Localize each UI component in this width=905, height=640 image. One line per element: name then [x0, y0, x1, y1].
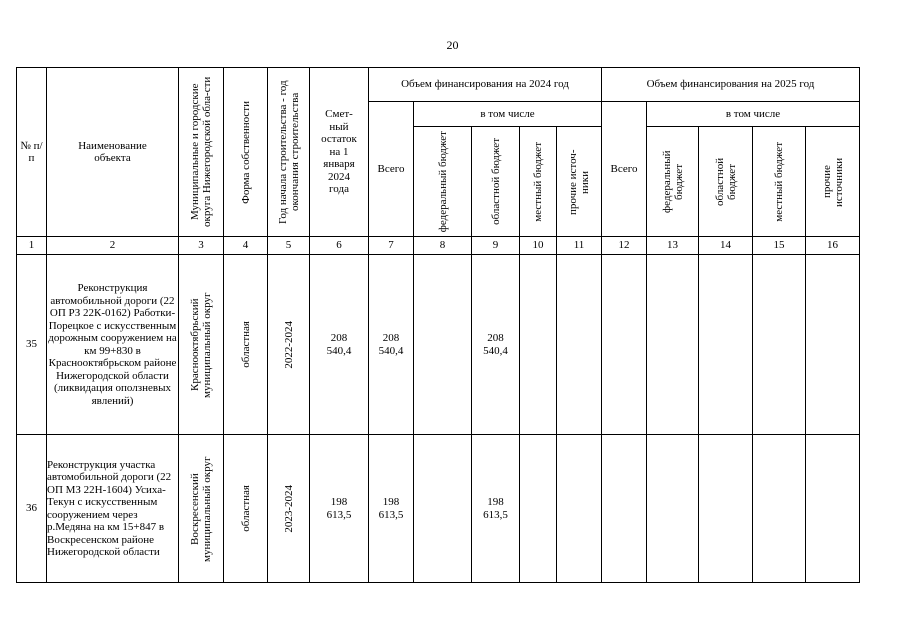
column-number: 10 [520, 237, 557, 255]
district: Краснооктябрьский муниципальный округ [179, 255, 224, 435]
financing-table [16, 67, 860, 583]
federal-2025 [647, 255, 699, 435]
total-2025 [602, 435, 647, 583]
row-number: 35 [17, 255, 47, 435]
header-row-1 [17, 68, 860, 102]
column-number: 2 [47, 237, 179, 255]
header-including-2025: в том числе [647, 102, 860, 127]
header-local-2024: местный бюджет [520, 127, 557, 237]
local-2024 [520, 255, 557, 435]
construction-years: 2022-2024 [268, 255, 310, 435]
column-number: 8 [414, 237, 472, 255]
header-object-name: Наименование объекта [47, 68, 179, 237]
column-number: 6 [310, 237, 369, 255]
header-years: Год начала строительства - год окончания строительства [268, 68, 310, 237]
header-total-2025: Всего [602, 102, 647, 237]
column-number: 7 [369, 237, 414, 255]
column-number: 9 [472, 237, 520, 255]
header-including-2024: в том числе [414, 102, 602, 127]
column-number: 13 [647, 237, 699, 255]
header-fin-2025: Объем финансирования на 2025 год [602, 68, 860, 102]
oblast-2024: 208 540,4 [472, 255, 520, 435]
column-number: 11 [557, 237, 602, 255]
local-2024 [520, 435, 557, 583]
header-districts: Муниципальные и городские округа Нижегородской обла-сти [179, 68, 224, 237]
other-2024 [557, 255, 602, 435]
federal-2024 [414, 255, 472, 435]
header-fin-2024: Объем финансирования на 2024 год [369, 68, 602, 102]
object-name: Реконструкция автомобильной дороги (22 ОП РЗ 22К-0162) Работки-Порецкое с искусственным дорожным сооружением на км 99+830 в Краснооктябрьском районе Нижегородской области (ликвидация оползневых явлений) [47, 255, 179, 435]
local-2025 [753, 435, 806, 583]
column-number: 1 [17, 237, 47, 255]
oblast-2025 [699, 435, 753, 583]
other-2024 [557, 435, 602, 583]
object-name: Реконструкция участка автомобильной дороги (22 ОП МЗ 22Н-1604) Усиха-Текун с искусственным сооружением через р.Медяна на км 15+847 в Воскресенском районе Нижегородской области [47, 435, 179, 583]
total-2024: 208 540,4 [369, 255, 414, 435]
header-oblast-2025: областной бюджет [699, 127, 753, 237]
header-other-2025: прочие источники [806, 127, 860, 237]
oblast-2025 [699, 255, 753, 435]
column-number: 12 [602, 237, 647, 255]
table-row [17, 435, 860, 583]
column-number: 5 [268, 237, 310, 255]
oblast-2024: 198 613,5 [472, 435, 520, 583]
header-other-2024: прочие источ-ники [557, 127, 602, 237]
ownership: областная [224, 255, 268, 435]
federal-2025 [647, 435, 699, 583]
district: Воскресенский муниципальный округ [179, 435, 224, 583]
page-number: 20 [446, 38, 459, 52]
column-number: 3 [179, 237, 224, 255]
header-ownership: Форма собственности [224, 68, 268, 237]
construction-years: 2023-2024 [268, 435, 310, 583]
local-2025 [753, 255, 806, 435]
column-number: 16 [806, 237, 860, 255]
column-number: 4 [224, 237, 268, 255]
header-remainder: Смет-ный остаток на 1 января 2024 года [310, 68, 369, 237]
ownership: областная [224, 435, 268, 583]
header-total-2024: Всего [369, 102, 414, 237]
federal-2024 [414, 435, 472, 583]
estimated-remainder: 208 540,4 [310, 255, 369, 435]
header-federal-2024: федеральный бюджет [414, 127, 472, 237]
header-oblast-2024: областной бюджет [472, 127, 520, 237]
header-local-2025: местный бюджет [753, 127, 806, 237]
row-number: 36 [17, 435, 47, 583]
column-number: 14 [699, 237, 753, 255]
header-federal-2025: федеральный бюджет [647, 127, 699, 237]
other-2025 [806, 255, 860, 435]
column-number: 15 [753, 237, 806, 255]
table-row [17, 255, 860, 435]
total-2025 [602, 255, 647, 435]
total-2024: 198 613,5 [369, 435, 414, 583]
column-numbers-row [17, 237, 860, 255]
other-2025 [806, 435, 860, 583]
estimated-remainder: 198 613,5 [310, 435, 369, 583]
header-num: № п/п [17, 68, 47, 237]
